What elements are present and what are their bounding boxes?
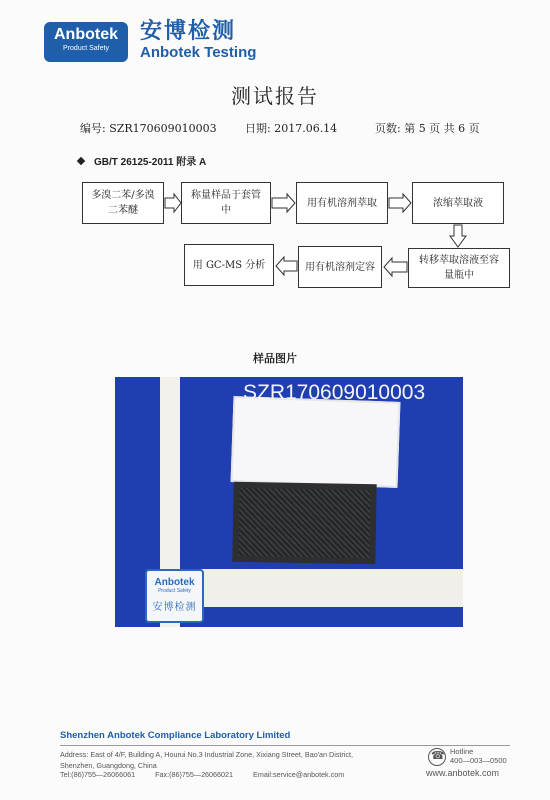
black-mesh-sample: [232, 482, 376, 564]
sample-photo: [115, 377, 463, 627]
footer-contact: [60, 770, 362, 779]
page-count: 页数: 第 5 页 共 6 页: [375, 122, 480, 135]
anbotek-stamp: [145, 569, 204, 623]
footer-fax: Fax:(86)755—26066021: [155, 770, 234, 779]
flow-step-7: 用 GC-MS 分析: [184, 244, 274, 286]
report-number: 编号: SZR170609010003: [80, 122, 217, 135]
hotline-label: Hotline: [450, 747, 474, 756]
horizontal-ruler: [175, 569, 463, 607]
phone-icon: [428, 748, 446, 766]
footer-address-line2: Shenzhen, Guangdong, China: [60, 761, 157, 770]
arrow-right-icon: [272, 194, 295, 212]
footer-divider: [60, 745, 510, 746]
footer-email: Email:service@anbotek.com: [253, 770, 345, 779]
logo-sub-text: Product Safety: [63, 45, 109, 52]
stamp-chinese-text: 安博检测: [152, 602, 197, 613]
report-date: 日期: 2017.06.14: [245, 122, 338, 135]
arrow-right-icon: [389, 194, 411, 212]
arrow-down-icon: [450, 225, 466, 247]
flow-step-2: 称量样品于套管中: [181, 182, 271, 224]
hotline-number: 400—003—0500: [450, 756, 507, 765]
sample-photo-caption: 样品图片: [253, 352, 297, 365]
logo-main-text: Anbotek: [54, 26, 118, 43]
stamp-main-text: Anbotek: [154, 577, 195, 588]
brand-chinese: 安博检测: [140, 19, 237, 44]
flow-step-4: 浓缩萃取液: [412, 182, 504, 224]
footer-tel: Tel:(86)755—26066061: [60, 770, 136, 779]
flow-step-5: 转移萃取溶液至容量瓶中: [408, 248, 510, 288]
white-pad-sample: [231, 396, 401, 488]
footer-address: [60, 749, 353, 771]
arrow-right-icon: [165, 194, 181, 212]
footer-website: www.anbotek.com: [426, 768, 500, 778]
footer-hotline: [450, 747, 507, 765]
brand-english: Anbotek Testing: [140, 44, 257, 61]
flow-step-3: 用有机溶剂萃取: [296, 182, 388, 224]
flow-step-6: 用有机溶剂定容: [298, 246, 382, 288]
footer-company: Shenzhen Anbotek Compliance Laboratory Limited: [60, 730, 291, 741]
footer-address-line1: Address: East of 4/F, Building A, Hourui No.3 Industrial Zone, Xixiang Street, Bao'an District,: [60, 750, 354, 759]
report-title: 测试报告: [231, 84, 319, 108]
stamp-sub-text: Product Safety: [158, 588, 191, 594]
flow-step-1: 多溴二苯/多溴二苯醚: [82, 182, 164, 224]
photo-sample-number: SZR170609010003: [243, 381, 426, 404]
arrow-left-icon: [276, 257, 297, 275]
arrow-left-icon: [384, 258, 407, 276]
flow-arrows: [0, 0, 550, 300]
standard-text: GB/T 26125-2011 附录 A: [94, 157, 207, 168]
